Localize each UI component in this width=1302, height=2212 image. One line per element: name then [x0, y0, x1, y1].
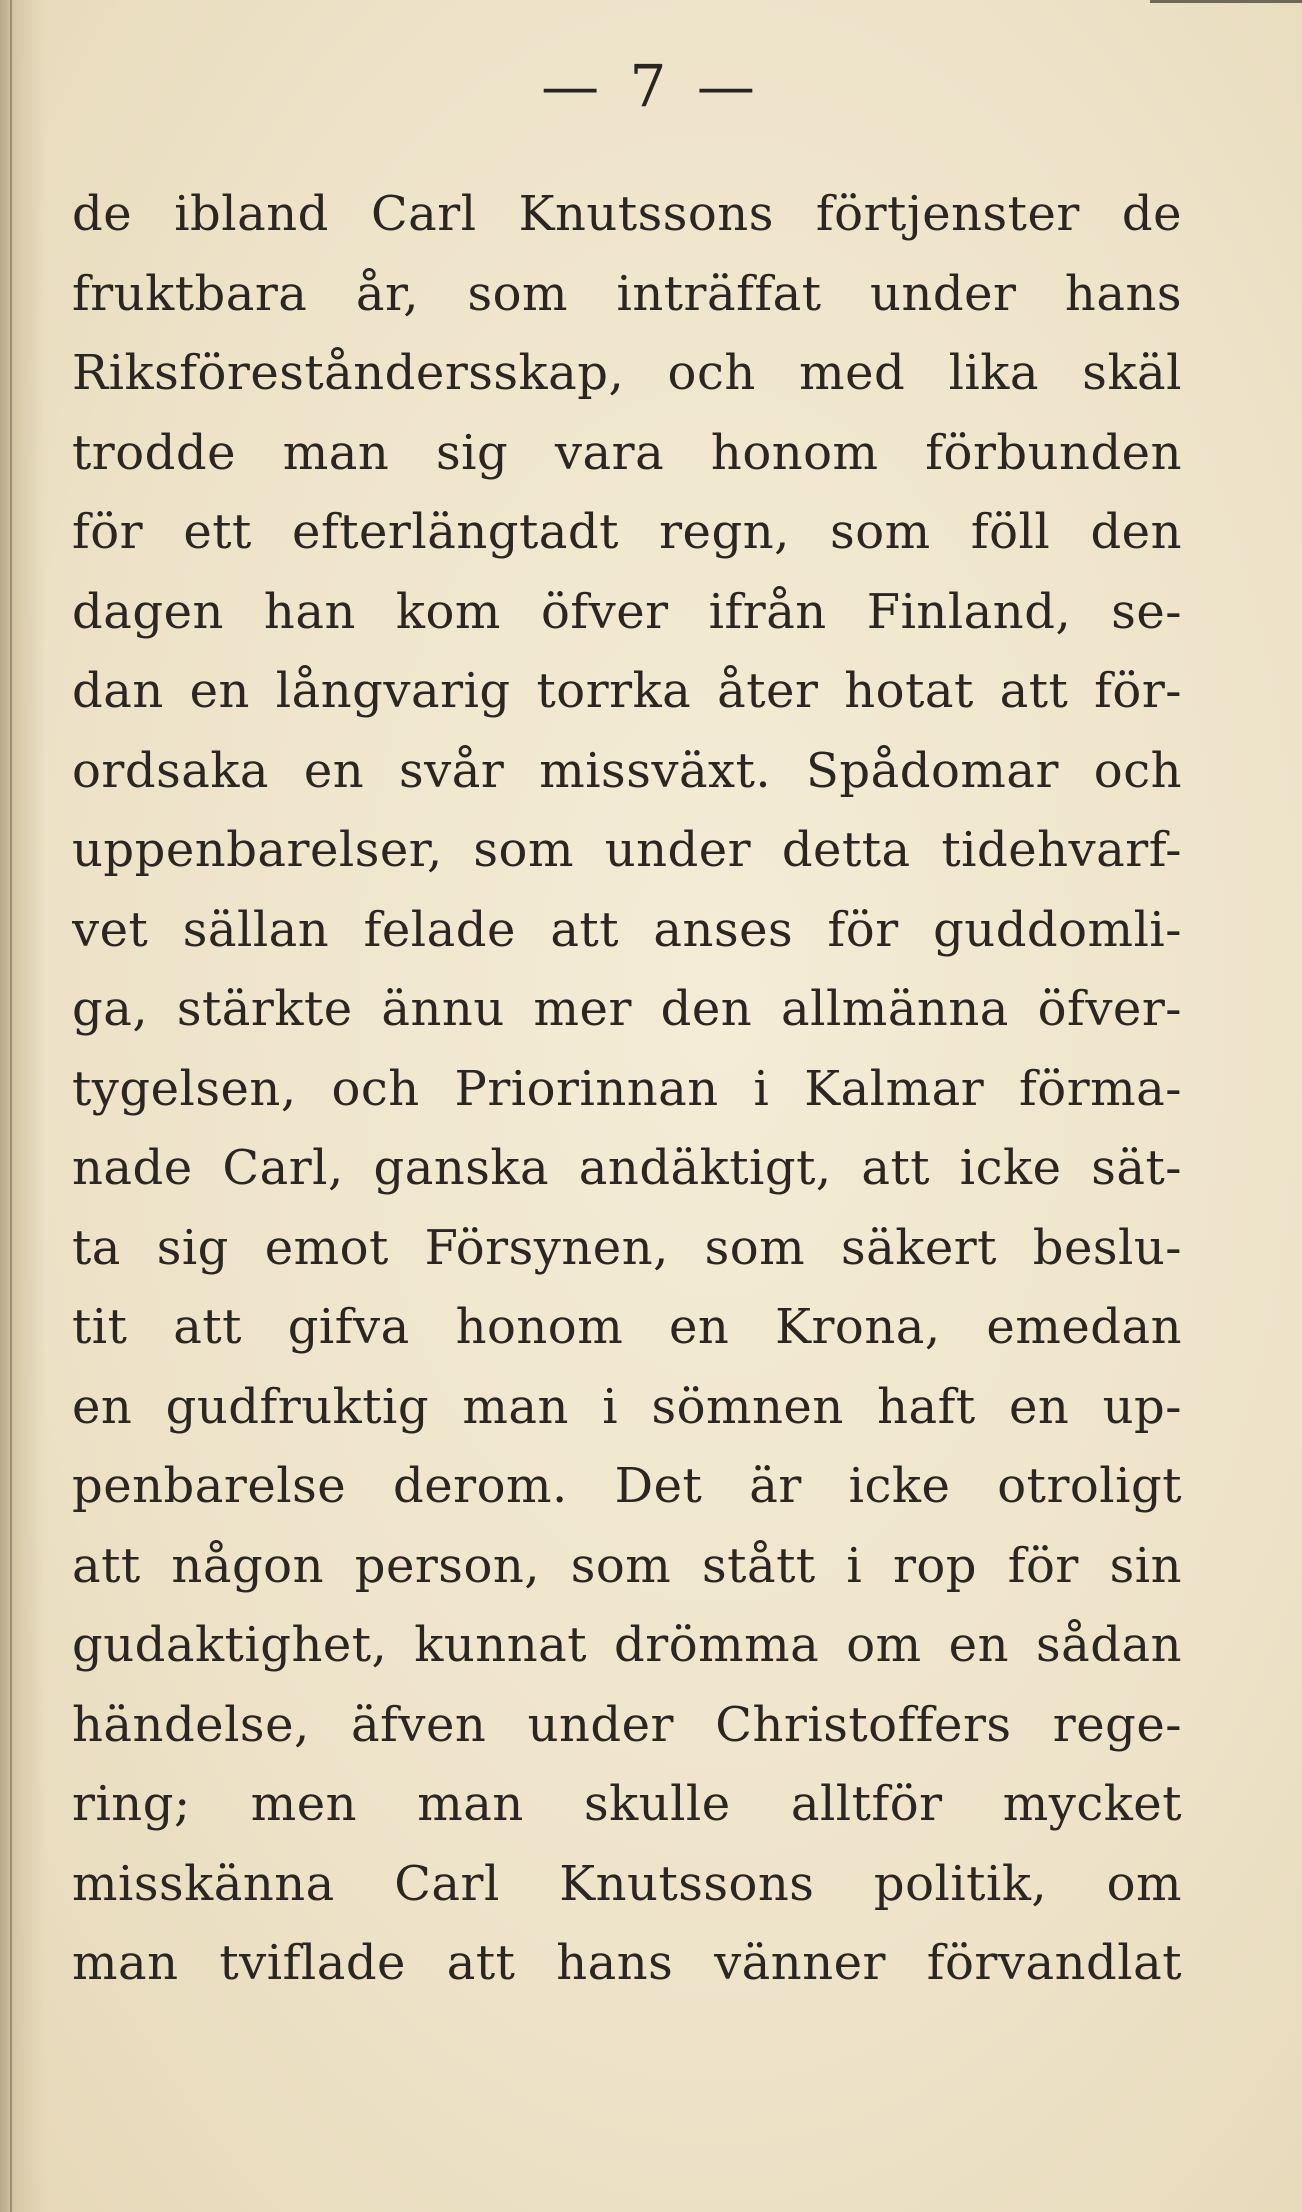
text-line: nade Carl, ganska andäktigt, att icke sät-	[72, 1140, 1182, 1196]
text-line: Riksföreståndersskap, och med lika skäl	[72, 345, 1182, 401]
text-line: fruktbara år, som inträffat under hans	[72, 265, 1182, 322]
text-line: ta sig emot Försynen, som säkert beslu-	[72, 1219, 1182, 1276]
body-text	[72, 175, 1182, 2004]
text-line: dan en långvarig torrka åter hotat att för-	[72, 663, 1182, 719]
text-line: dagen han kom öfver ifrån Finland, se-	[72, 583, 1182, 640]
binding-edge-line	[10, 0, 12, 2212]
text-line: en gudfruktig man i sömnen haft en up-	[72, 1378, 1182, 1435]
text-line: tit att gifva honom en Krona, emedan	[72, 1299, 1182, 1355]
text-line: tygelsen, och Priorinnan i Kalmar förma-	[72, 1060, 1182, 1117]
text-line: ring; men man skulle alltför mycket	[72, 1776, 1182, 1832]
page-number: — 7 —	[541, 52, 761, 120]
binding-gutter	[0, 0, 46, 2212]
text-line: att någon person, som stått i rop för sin	[72, 1537, 1182, 1594]
text-line: händelse, äfven under Christoffers rege-	[72, 1696, 1182, 1753]
text-line: trodde man sig vara honom förbunden	[72, 424, 1182, 481]
text-line: misskänna Carl Knutssons politik, om	[72, 1855, 1182, 1912]
text-line: för ett efterlängtadt regn, som föll den	[72, 504, 1182, 560]
text-line: gudaktighet, kunnat drömma om en sådan	[72, 1617, 1182, 1673]
text-line: uppenbarelser, som under detta tidehvarf-	[72, 822, 1182, 878]
text-line: penbarelse derom. Det är icke otroligt	[72, 1458, 1182, 1514]
text-line: ga, stärkte ännu mer den allmänna öfver-	[72, 981, 1182, 1037]
text-line: de ibland Carl Knutssons förtjenster de	[72, 186, 1182, 242]
text-line: man tviflade att hans vänner förvandlat	[72, 1935, 1182, 1991]
text-line: ordsaka en svår missväxt. Spådomar och	[72, 742, 1182, 799]
text-line: vet sällan felade att anses för guddomli-	[72, 901, 1182, 958]
top-edge-mark	[1150, 0, 1302, 3]
